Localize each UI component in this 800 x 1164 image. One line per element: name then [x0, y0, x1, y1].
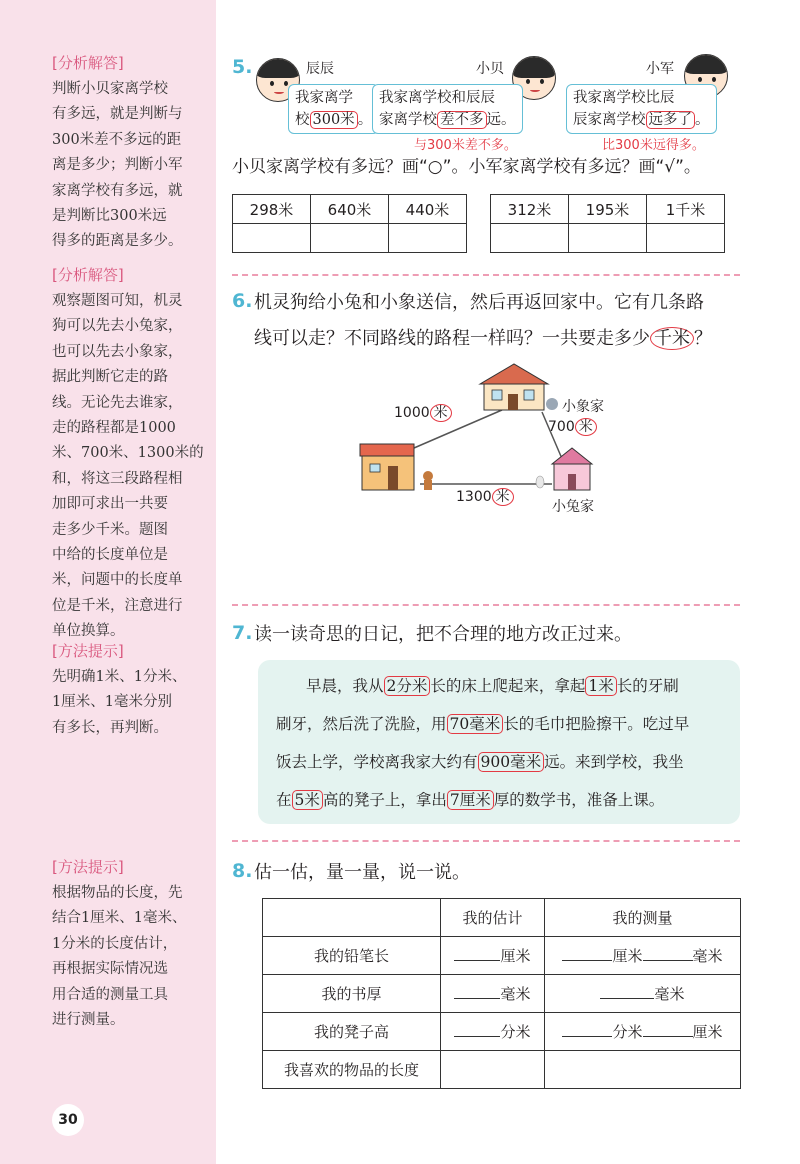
- side-line: 是判断比300米远: [52, 208, 167, 225]
- question-8-number: 8.: [232, 860, 253, 882]
- side-method-2: [52, 856, 212, 1033]
- speech-bubble-xiaobei: [372, 84, 523, 134]
- question-6-line1: 机灵狗给小兔和小象送信，然后再返回家中。它有几条路: [254, 292, 704, 313]
- measure-cell[interactable]: 毫米: [545, 975, 741, 1013]
- measure-cell[interactable]: 分米 厘米: [545, 1013, 741, 1051]
- error-box: 2分米: [384, 676, 431, 696]
- side-line: 米、700米、1300米的: [52, 445, 204, 462]
- side-line: 单位换算。: [52, 623, 125, 640]
- route-c-label: 1300 米: [456, 486, 514, 506]
- side-line: 300米差不多远的距: [52, 131, 182, 148]
- estimate-cell[interactable]: [441, 1051, 545, 1089]
- side-analysis-2: [52, 264, 212, 645]
- side-line: 走多少千米。题图: [52, 521, 168, 538]
- page-number: 30: [52, 1104, 84, 1136]
- diary-line: 饭去上学，学校离我家大约有 900毫米 远。来到学校，我坐: [276, 753, 684, 771]
- route-b-label: 700 米: [548, 416, 597, 436]
- measurement-table: [262, 898, 741, 1089]
- highlight-box: 差不多: [437, 111, 487, 129]
- side-line: 得多的距离是多少。: [52, 233, 183, 250]
- bubble-line: 我家离学校和辰辰: [379, 90, 495, 106]
- side-line: 1厘米、1毫米分别: [52, 694, 172, 711]
- answer-table-left: [232, 194, 467, 253]
- side-line: 狗可以先去小兔家，: [52, 318, 183, 335]
- rabbit-icon: [536, 476, 544, 488]
- side-tag: [分析解答]: [52, 54, 124, 72]
- table-header: 我的测量: [545, 899, 741, 937]
- question-5-number: 5.: [232, 56, 253, 78]
- table-cell: 312米: [491, 195, 569, 224]
- table-cell: 298米: [233, 195, 311, 224]
- item-label: 我的凳子高: [263, 1013, 441, 1051]
- side-text: [52, 289, 212, 645]
- table-cell: 640米: [311, 195, 389, 224]
- error-box: 7厘米: [447, 790, 494, 810]
- table-header: 我的估计: [441, 899, 545, 937]
- measure-cell[interactable]: 厘米 毫米: [545, 937, 741, 975]
- question-8-title: 估一估，量一量，说一说。: [254, 862, 470, 883]
- side-line: 1分米的长度估计，: [52, 935, 178, 952]
- table-cell: 195米: [569, 195, 647, 224]
- side-analysis-1: [52, 52, 212, 255]
- measure-cell[interactable]: [545, 1051, 741, 1089]
- side-line: 结合1厘米、1毫米、: [52, 910, 187, 927]
- side-line: 根据物品的长度，先: [52, 885, 183, 901]
- side-line: 中给的长度单位是: [52, 547, 168, 564]
- side-line: 走的路程都是1000: [52, 420, 176, 437]
- annotation-note: 与300米差不多。: [414, 138, 517, 153]
- bubble-line: 校 300米 。: [295, 112, 373, 128]
- side-line: 用合适的测量工具: [52, 986, 168, 1003]
- side-line: 线。无论先去谁家，: [52, 394, 183, 411]
- dog-icon: [423, 471, 433, 490]
- route-a-label: 1000 米: [394, 402, 452, 422]
- speaker-xiaojun: 小军: [646, 61, 674, 77]
- highlight-box: 远多了: [646, 111, 696, 129]
- side-line: 观察题图可知，机灵: [52, 293, 183, 309]
- item-label: 我喜欢的物品的长度: [263, 1051, 441, 1089]
- error-box: 5米: [292, 790, 323, 810]
- answer-cell[interactable]: [569, 224, 647, 253]
- side-line: 再根据实际情况选: [52, 961, 168, 978]
- side-text: [52, 665, 212, 741]
- sidebar: [0, 0, 216, 1164]
- question-7-number: 7.: [232, 622, 253, 644]
- rabbit-home-label: 小兔家: [552, 499, 594, 515]
- bubble-line: 家离学校 差不多 远。: [379, 112, 516, 128]
- speech-bubble-xiaojun: [566, 84, 717, 134]
- estimate-cell[interactable]: 毫米: [441, 975, 545, 1013]
- section-divider: [232, 604, 740, 606]
- side-tag: [分析解答]: [52, 266, 124, 284]
- error-box: 1米: [585, 676, 616, 696]
- answer-cell[interactable]: [389, 224, 467, 253]
- question-6-line2: 线可以走？不同路线的路程一样吗？一共要走多少 千米 ？: [254, 328, 712, 349]
- side-line: 进行测量。: [52, 1012, 125, 1029]
- side-tag: [方法提示]: [52, 642, 124, 660]
- section-divider: [232, 274, 740, 276]
- diary-line: 早晨，我从 2分米 长的床上爬起来，拿起 1米 长的牙刷: [306, 677, 679, 695]
- side-text: [52, 881, 212, 1033]
- error-box: 70毫米: [447, 714, 504, 734]
- side-line: 家离学校有多远，就: [52, 182, 183, 199]
- side-line: 也可以先去小象家，: [52, 343, 183, 360]
- estimate-cell[interactable]: 分米: [441, 1013, 545, 1051]
- side-tag: [方法提示]: [52, 858, 124, 876]
- side-line: 离是多少；判断小军: [52, 157, 183, 174]
- table-header: [263, 899, 441, 937]
- elephant-house-icon: [480, 364, 548, 410]
- answer-cell[interactable]: [233, 224, 311, 253]
- speaker-xiaobei: 小贝: [476, 61, 504, 77]
- highlight-circle: 千米: [650, 327, 694, 350]
- question-5-text: 小贝家离学校有多远？画“○”。小军家离学校有多远？画“√”。: [232, 157, 701, 177]
- section-divider: [232, 840, 740, 842]
- bubble-line: 我家离学校比辰: [573, 90, 675, 106]
- highlight-box: 300米: [310, 111, 358, 129]
- table-cell: 1千米: [647, 195, 725, 224]
- side-line: 先明确1米、1分米、: [52, 669, 187, 685]
- highlight-circle: 米: [492, 488, 514, 506]
- question-6-number: 6.: [232, 290, 253, 312]
- side-line: 判断小贝家离学校: [52, 81, 168, 97]
- answer-table-right: [490, 194, 725, 253]
- dog-house-icon: [360, 444, 414, 490]
- highlight-circle: 米: [430, 404, 452, 422]
- side-method-1: [52, 640, 212, 741]
- diary-line: 在 5米 高的凳子上，拿出 7厘米 厚的数学书，准备上课。: [276, 791, 665, 809]
- question-7-title: 读一读奇思的日记，把不合理的地方改正过来。: [254, 624, 632, 645]
- speaker-chenchen: 辰辰: [306, 61, 334, 77]
- rabbit-house-icon: [552, 448, 592, 490]
- estimate-cell[interactable]: 厘米: [441, 937, 545, 975]
- side-line: 有多长，再判断。: [52, 719, 168, 736]
- speech-bubble-chenchen: [288, 84, 379, 134]
- item-label: 我的铅笔长: [263, 937, 441, 975]
- side-line: 据此判断它走的路: [52, 369, 168, 386]
- table-cell: 440米: [389, 195, 467, 224]
- answer-cell[interactable]: [311, 224, 389, 253]
- side-line: 加即可求出一共要: [52, 496, 168, 513]
- diary-line: 刷牙，然后洗了洗脸，用 70毫米 长的毛巾把脸擦干。吃过早: [276, 715, 690, 733]
- side-line: 和，将这三段路程相: [52, 470, 183, 487]
- bubble-line: 辰家离学校 远多了 。: [573, 112, 710, 128]
- bubble-line: 我家离学: [295, 90, 353, 106]
- side-line: 位是千米，注意进行: [52, 597, 183, 614]
- side-text: [52, 77, 212, 255]
- highlight-circle: 米: [575, 418, 597, 436]
- item-label: 我的书厚: [263, 975, 441, 1013]
- side-line: 米，问题中的长度单: [52, 572, 183, 589]
- annotation-note: 比300米远得多。: [602, 138, 705, 153]
- answer-cell[interactable]: [491, 224, 569, 253]
- elephant-home-label: 小象家: [562, 399, 604, 415]
- answer-cell[interactable]: [647, 224, 725, 253]
- error-box: 900毫米: [478, 752, 545, 772]
- side-line: 有多远，就是判断与: [52, 106, 183, 123]
- elephant-icon: [546, 398, 558, 410]
